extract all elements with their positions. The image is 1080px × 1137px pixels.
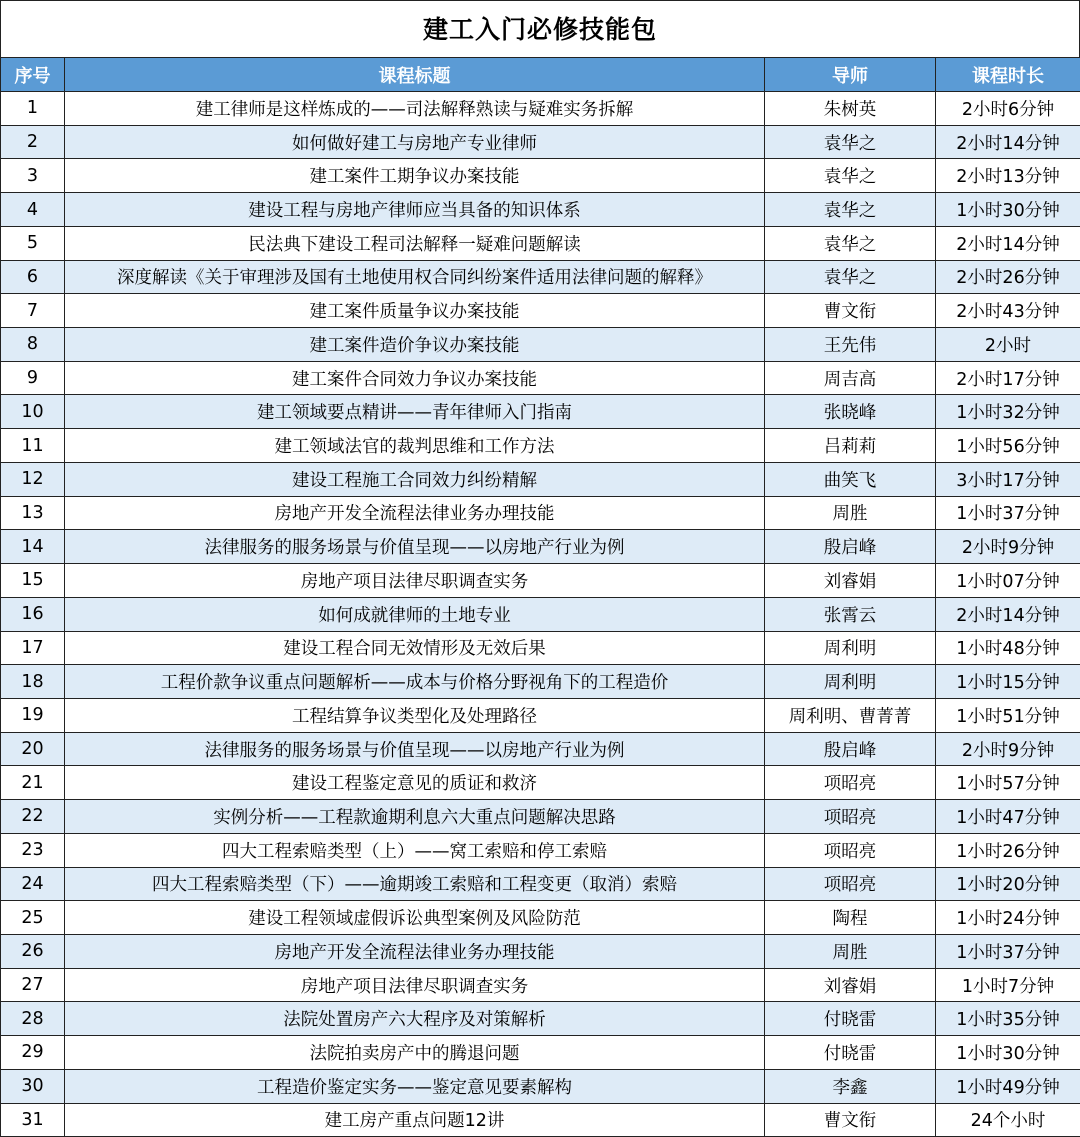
cell-course: 深度解读《关于审理涉及国有土地使用权合同纠纷案件适用法律问题的解释》 [65, 260, 765, 294]
cell-duration: 2小时14分钟 [936, 597, 1080, 631]
cell-duration: 2小时14分钟 [936, 125, 1080, 159]
course-table [0, 57, 1080, 1137]
cell-duration: 1小时30分钟 [936, 193, 1080, 227]
table-row [1, 462, 1080, 496]
cell-tutor: 张霄云 [765, 597, 936, 631]
cell-course: 房地产项目法律尽职调查实务 [65, 564, 765, 598]
cell-course: 房地产开发全流程法律业务办理技能 [65, 934, 765, 968]
cell-duration: 1小时37分钟 [936, 934, 1080, 968]
cell-no: 19 [1, 698, 65, 732]
cell-duration: 2小时17分钟 [936, 361, 1080, 395]
table-row [1, 631, 1080, 665]
table-row [1, 968, 1080, 1002]
table-row [1, 665, 1080, 699]
cell-course: 四大工程索赔类型（上）——窝工索赔和停工索赔 [65, 833, 765, 867]
table-row [1, 328, 1080, 362]
cell-no: 12 [1, 462, 65, 496]
cell-no: 30 [1, 1069, 65, 1103]
cell-course: 四大工程索赔类型（下）——逾期竣工索赔和工程变更（取消）索赔 [65, 867, 765, 901]
cell-tutor: 袁华之 [765, 125, 936, 159]
table-row [1, 732, 1080, 766]
table-row [1, 361, 1080, 395]
cell-no: 4 [1, 193, 65, 227]
cell-duration: 2小时14分钟 [936, 226, 1080, 260]
cell-duration: 24个小时 [936, 1103, 1080, 1137]
cell-duration: 1小时20分钟 [936, 867, 1080, 901]
header-tutor: 导师 [765, 58, 936, 92]
cell-course: 建工案件合同效力争议办案技能 [65, 361, 765, 395]
cell-no: 31 [1, 1103, 65, 1137]
cell-tutor: 曹文衔 [765, 1103, 936, 1137]
cell-tutor: 周吉高 [765, 361, 936, 395]
cell-duration: 2小时6分钟 [936, 92, 1080, 126]
table-row [1, 159, 1080, 193]
cell-tutor: 刘睿娟 [765, 968, 936, 1002]
cell-tutor: 项昭亮 [765, 766, 936, 800]
cell-tutor: 项昭亮 [765, 800, 936, 834]
cell-duration: 1小时30分钟 [936, 1036, 1080, 1070]
cell-no: 18 [1, 665, 65, 699]
cell-no: 6 [1, 260, 65, 294]
cell-no: 1 [1, 92, 65, 126]
cell-course: 建工领域要点精讲——青年律师入门指南 [65, 395, 765, 429]
cell-tutor: 曹文衔 [765, 294, 936, 328]
table-row [1, 901, 1080, 935]
cell-course: 实例分析——工程款逾期利息六大重点问题解决思路 [65, 800, 765, 834]
cell-duration: 1小时37分钟 [936, 496, 1080, 530]
table-row [1, 597, 1080, 631]
cell-course: 民法典下建设工程司法解释一疑难问题解读 [65, 226, 765, 260]
cell-course: 工程价款争议重点问题解析——成本与价格分野视角下的工程造价 [65, 665, 765, 699]
cell-duration: 2小时9分钟 [936, 732, 1080, 766]
cell-tutor: 殷启峰 [765, 732, 936, 766]
cell-no: 25 [1, 901, 65, 935]
cell-tutor: 殷启峰 [765, 530, 936, 564]
cell-no: 5 [1, 226, 65, 260]
cell-duration: 1小时51分钟 [936, 698, 1080, 732]
table-row [1, 698, 1080, 732]
cell-tutor: 周胜 [765, 496, 936, 530]
table-row [1, 294, 1080, 328]
cell-course: 建工案件质量争议办案技能 [65, 294, 765, 328]
cell-no: 26 [1, 934, 65, 968]
cell-duration: 2小时9分钟 [936, 530, 1080, 564]
cell-tutor: 周利明、曹菁菁 [765, 698, 936, 732]
cell-course: 工程结算争议类型化及处理路径 [65, 698, 765, 732]
cell-tutor: 吕莉莉 [765, 429, 936, 463]
cell-course: 建设工程合同无效情形及无效后果 [65, 631, 765, 665]
cell-duration: 1小时35分钟 [936, 1002, 1080, 1036]
cell-duration: 1小时24分钟 [936, 901, 1080, 935]
cell-course: 房地产项目法律尽职调查实务 [65, 968, 765, 1002]
table-row [1, 125, 1080, 159]
table-row [1, 934, 1080, 968]
cell-tutor: 朱树英 [765, 92, 936, 126]
table-body [1, 92, 1080, 1137]
cell-no: 16 [1, 597, 65, 631]
cell-course: 建设工程领域虚假诉讼典型案例及风险防范 [65, 901, 765, 935]
cell-duration: 3小时17分钟 [936, 462, 1080, 496]
cell-no: 28 [1, 1002, 65, 1036]
cell-course: 法律服务的服务场景与价值呈现——以房地产行业为例 [65, 530, 765, 564]
cell-course: 法律服务的服务场景与价值呈现——以房地产行业为例 [65, 732, 765, 766]
cell-duration: 1小时57分钟 [936, 766, 1080, 800]
cell-no: 8 [1, 328, 65, 362]
cell-course: 建工案件造价争议办案技能 [65, 328, 765, 362]
cell-no: 13 [1, 496, 65, 530]
cell-course: 法院处置房产六大程序及对策解析 [65, 1002, 765, 1036]
cell-course: 如何成就律师的土地专业 [65, 597, 765, 631]
table-row [1, 867, 1080, 901]
cell-tutor: 周利明 [765, 665, 936, 699]
cell-course: 房地产开发全流程法律业务办理技能 [65, 496, 765, 530]
cell-duration: 2小时43分钟 [936, 294, 1080, 328]
cell-tutor: 刘睿娟 [765, 564, 936, 598]
cell-course: 建工案件工期争议办案技能 [65, 159, 765, 193]
cell-course: 建设工程鉴定意见的质证和救济 [65, 766, 765, 800]
cell-course: 建工律师是这样炼成的——司法解释熟读与疑难实务拆解 [65, 92, 765, 126]
cell-tutor: 袁华之 [765, 159, 936, 193]
header-duration: 课程时长 [936, 58, 1080, 92]
table-row [1, 193, 1080, 227]
cell-no: 10 [1, 395, 65, 429]
cell-no: 23 [1, 833, 65, 867]
cell-duration: 1小时15分钟 [936, 665, 1080, 699]
cell-course: 工程造价鉴定实务——鉴定意见要素解构 [65, 1069, 765, 1103]
cell-no: 9 [1, 361, 65, 395]
cell-duration: 2小时26分钟 [936, 260, 1080, 294]
cell-no: 20 [1, 732, 65, 766]
cell-course: 建工领域法官的裁判思维和工作方法 [65, 429, 765, 463]
table-row [1, 395, 1080, 429]
cell-no: 27 [1, 968, 65, 1002]
table-row [1, 429, 1080, 463]
cell-duration: 2小时13分钟 [936, 159, 1080, 193]
cell-tutor: 项昭亮 [765, 833, 936, 867]
cell-course: 建设工程与房地产律师应当具备的知识体系 [65, 193, 765, 227]
header-course: 课程标题 [65, 58, 765, 92]
header-no: 序号 [1, 58, 65, 92]
cell-tutor: 袁华之 [765, 260, 936, 294]
cell-no: 11 [1, 429, 65, 463]
table-row [1, 1036, 1080, 1070]
table-row [1, 260, 1080, 294]
table-row [1, 833, 1080, 867]
table-row [1, 564, 1080, 598]
cell-no: 22 [1, 800, 65, 834]
cell-duration: 1小时56分钟 [936, 429, 1080, 463]
table-row [1, 766, 1080, 800]
cell-tutor: 曲笑飞 [765, 462, 936, 496]
cell-tutor: 袁华之 [765, 226, 936, 260]
cell-no: 14 [1, 530, 65, 564]
cell-duration: 1小时07分钟 [936, 564, 1080, 598]
cell-duration: 1小时26分钟 [936, 833, 1080, 867]
cell-tutor: 周利明 [765, 631, 936, 665]
table-row [1, 496, 1080, 530]
cell-no: 29 [1, 1036, 65, 1070]
cell-course: 建设工程施工合同效力纠纷精解 [65, 462, 765, 496]
table-header-row [1, 58, 1080, 92]
table-row [1, 92, 1080, 126]
table-row [1, 1002, 1080, 1036]
cell-tutor: 袁华之 [765, 193, 936, 227]
cell-no: 3 [1, 159, 65, 193]
table-row [1, 1103, 1080, 1137]
table-row [1, 226, 1080, 260]
page-title: 建工入门必修技能包 [0, 0, 1080, 57]
cell-tutor: 王先伟 [765, 328, 936, 362]
cell-course: 建工房产重点问题12讲 [65, 1103, 765, 1137]
cell-no: 7 [1, 294, 65, 328]
cell-tutor: 付晓雷 [765, 1002, 936, 1036]
cell-no: 24 [1, 867, 65, 901]
cell-tutor: 周胜 [765, 934, 936, 968]
cell-tutor: 项昭亮 [765, 867, 936, 901]
cell-no: 15 [1, 564, 65, 598]
table-row [1, 530, 1080, 564]
cell-tutor: 张晓峰 [765, 395, 936, 429]
cell-duration: 1小时47分钟 [936, 800, 1080, 834]
cell-no: 21 [1, 766, 65, 800]
cell-no: 17 [1, 631, 65, 665]
cell-tutor: 陶程 [765, 901, 936, 935]
cell-no: 2 [1, 125, 65, 159]
table-row [1, 800, 1080, 834]
cell-duration: 1小时49分钟 [936, 1069, 1080, 1103]
cell-course: 法院拍卖房产中的腾退问题 [65, 1036, 765, 1070]
cell-tutor: 付晓雷 [765, 1036, 936, 1070]
cell-duration: 1小时7分钟 [936, 968, 1080, 1002]
table-row [1, 1069, 1080, 1103]
cell-duration: 1小时48分钟 [936, 631, 1080, 665]
cell-course: 如何做好建工与房地产专业律师 [65, 125, 765, 159]
cell-duration: 1小时32分钟 [936, 395, 1080, 429]
cell-duration: 2小时 [936, 328, 1080, 362]
cell-tutor: 李鑫 [765, 1069, 936, 1103]
